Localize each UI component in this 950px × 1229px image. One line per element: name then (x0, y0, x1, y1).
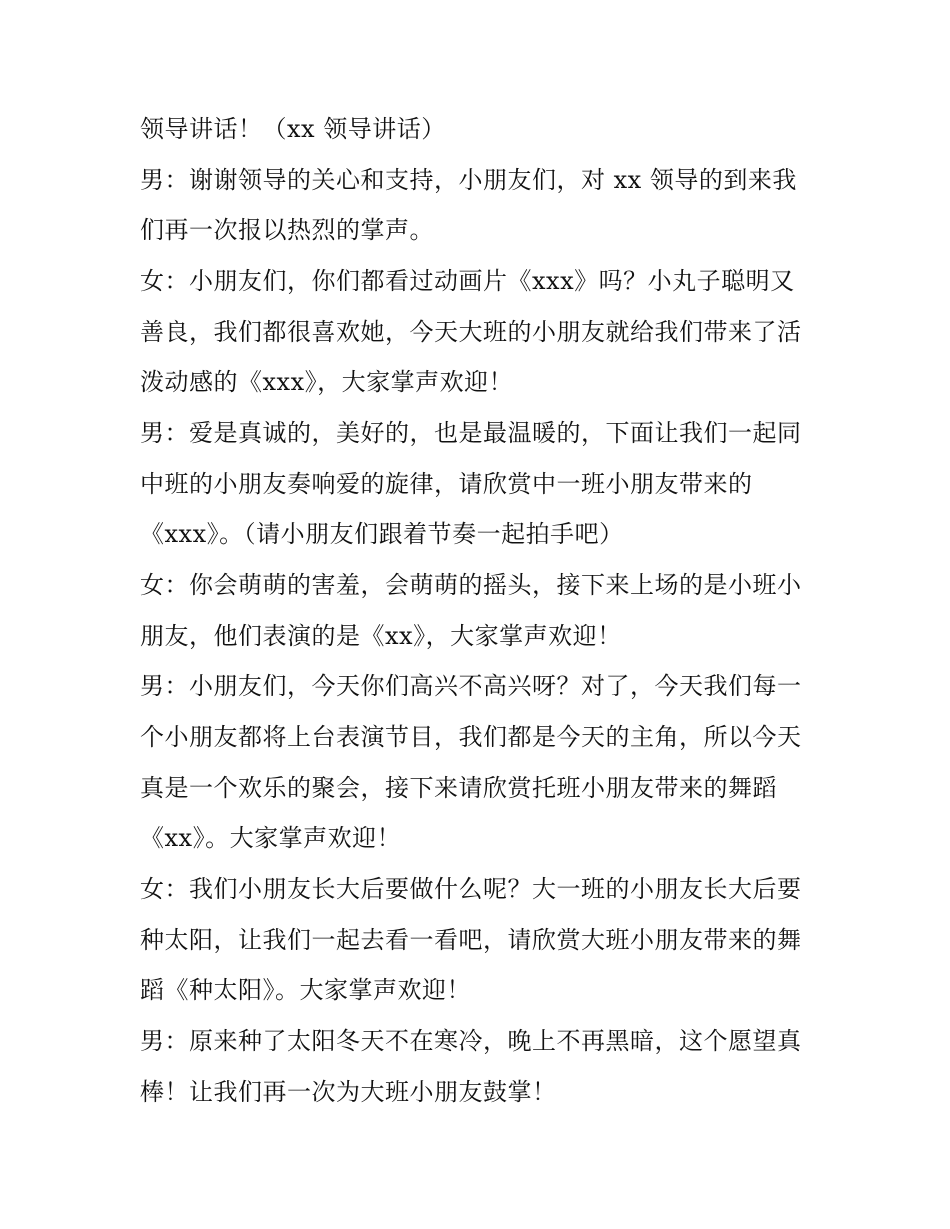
text-line: 朋友，他们表演的是《xx》，大家掌声欢迎！ (140, 622, 622, 650)
text-line: 棒！让我们再一次为大班小朋友鼓掌！ (140, 1078, 557, 1106)
text-line: 领导讲话！（xx 领导讲话） (140, 115, 446, 143)
text-line: 《xxx》。（请小朋友们跟着节奏一起拍手吧） (140, 520, 624, 548)
text-line: 善良，我们都很喜欢她，今天大班的小朋友就给我们带来了活 (140, 318, 802, 346)
text-line: 女：小朋友们，你们都看过动画片《xxx》吗？小丸子聪明又 (140, 267, 795, 295)
text-line: 蹈《种太阳》。大家掌声欢迎！ (140, 976, 471, 1004)
text-line: 女：你会萌萌的害羞，会萌萌的摇头，接下来上场的是小班小 (140, 571, 802, 599)
text-line: 男：小朋友们，今天你们高兴不高兴呀？对了，今天我们每一 (140, 672, 802, 700)
text-line: 女：我们小朋友长大后要做什么呢？大一班的小朋友长大后要 (140, 875, 802, 903)
text-line: 们再一次报以热烈的掌声。 (140, 216, 434, 244)
text-line: 男：爱是真诚的，美好的，也是最温暖的，下面让我们一起同 (140, 419, 802, 447)
text-line: 《xx》。大家掌声欢迎！ (140, 824, 402, 852)
text-line: 男：原来种了太阳冬天不在寒冷，晚上不再黑暗，这个愿望真 (140, 1027, 802, 1055)
text-line: 中班的小朋友奏响爱的旋律，请欣赏中一班小朋友带来的 (140, 470, 753, 498)
text-line: 泼动感的《xxx》，大家掌声欢迎！ (140, 368, 514, 396)
text-line: 男：谢谢领导的关心和支持，小朋友们，对 xx 领导的到来我 (140, 166, 797, 194)
text-line: 真是一个欢乐的聚会，接下来请欣赏托班小朋友带来的舞蹈 (140, 774, 777, 802)
text-line: 个小朋友都将上台表演节目，我们都是今天的主角，所以今天 (140, 723, 802, 751)
text-line: 种太阳，让我们一起去看一看吧，请欣赏大班小朋友带来的舞 (140, 926, 802, 954)
